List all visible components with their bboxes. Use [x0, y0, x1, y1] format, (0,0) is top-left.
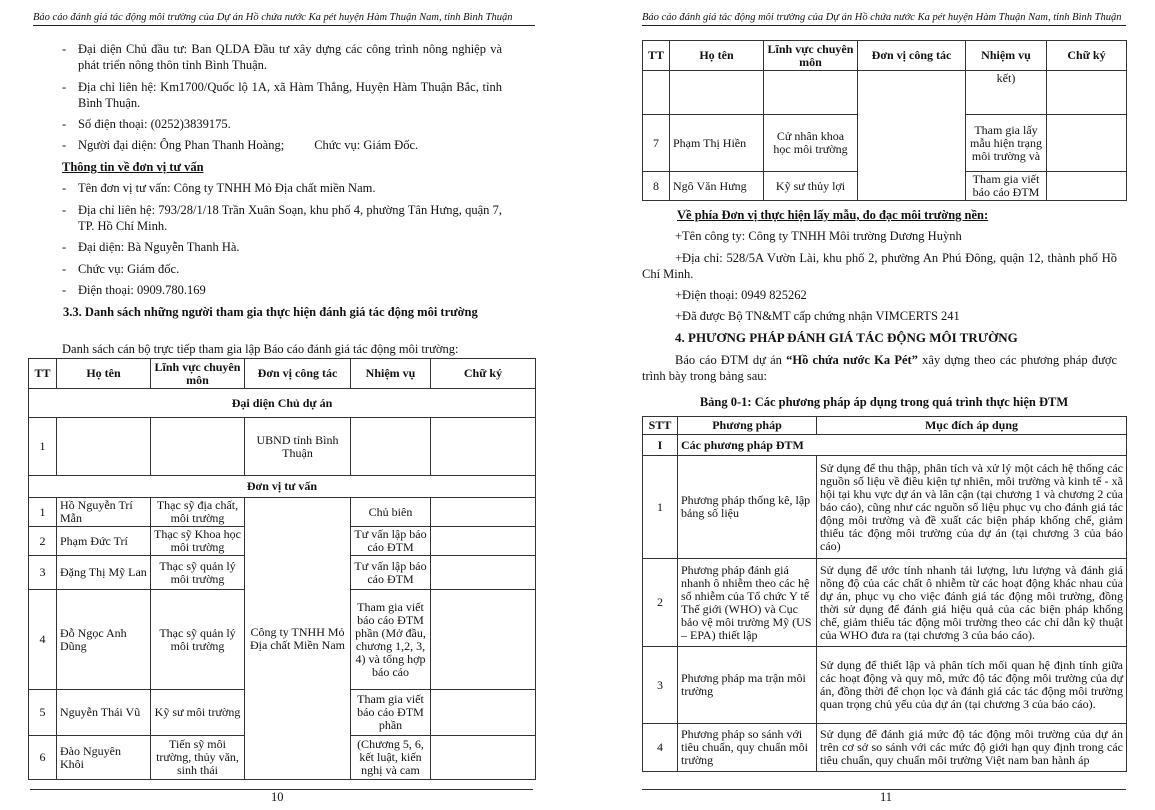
cell-field: Kỹ sư thủy lợi: [764, 172, 858, 201]
group-number: I: [643, 435, 678, 456]
owner-address: Địa chỉ liên hệ: Km1700/Quốc lộ 1A, xã Hàm Thắng, Huyện Hàm Thuận Bắc, tỉnh Bình Thuận.: [78, 80, 502, 110]
method-intro: [642, 352, 1117, 384]
project-name: “Hồ chứa nước Ka Pét”: [786, 353, 918, 367]
cell-purpose: Sử dụng để ước tính nhanh tải lượng, lưu lượng và đánh giá nồng độ của các chất ô nhiễm từ các hoạt động khác nhau của dự án, phục vụ cho việc đánh giá tác động môi trường, đồng thời sử dụng để đánh giá hiệu quả của các biện pháp khống chế, giảm thiểu tác động môi trường theo các chỉ dẫn kỹ thuật của WHO đưa ra (tại chương 3 của báo cáo).: [817, 559, 1127, 647]
cell-task: Tham gia viết báo cáo ĐTM phần: [351, 690, 431, 736]
participants-table-continued: [642, 40, 1127, 201]
cell-task: Tư vấn lập báo cáo ĐTM: [351, 527, 431, 556]
running-header: Báo cáo đánh giá tác động môi trường của Dự án Hồ chứa nước Ka pét huyện Hàm Thuận Nam, tỉnh Bình Thuận: [642, 12, 1126, 26]
section-heading: 4. PHƯƠNG PHÁP ĐÁNH GIÁ TÁC ĐỘNG MÔI TRƯỜNG: [675, 330, 1018, 345]
cell-tt: 7: [643, 115, 670, 172]
list-item: - Người đại diện: Ông Phan Thanh Hoàng; Chức vụ: Giám Đốc.: [62, 138, 419, 152]
cell-tt: 2: [29, 527, 57, 556]
col-header: Chữ ký: [431, 359, 536, 389]
col-header: Mục đích áp dụng: [817, 417, 1127, 435]
sampling-phone: +Điện thoại: 0949 825262: [675, 288, 807, 302]
group-row: Đơn vị tư vấn: [29, 476, 536, 498]
running-header: Báo cáo đánh giá tác động môi trường của Dự án Hồ chứa nước Ka pét huyện Hàm Thuận Nam, tỉnh Bình Thuận: [33, 12, 535, 26]
list-item: - Đại diện Chủ đầu tư: Ban QLDA Đầu tư xây dựng các công trình nông nghiệp và phát triển nông thôn tỉnh Bình Thuận.: [62, 42, 502, 72]
cell-tt: 3: [29, 556, 57, 590]
consultant-heading: Thông tin về đơn vị tư vấn: [62, 160, 204, 174]
cell-name: Đặng Thị Mỹ Lan: [57, 556, 151, 590]
table-row: [29, 418, 536, 476]
cell-purpose: Sử dụng để thu thập, phân tích và xử lý một cách hệ thống các nguồn số liệu về điều kiện tự nhiên, môi trường và kinh tế - xã hội tại khu vực dự án và lân cận (tại chương 1 và chương 2 của báo cáo), cũng như các nguồn số liệu phục vụ cho đánh giá tác động môi trường và đề xuất các biện pháp khống chế, giảm thiểu tác động môi trường của dự án (tại chương 3 của báo cáo): [817, 456, 1127, 559]
cell-unit: UBND tỉnh Bình Thuận: [245, 418, 351, 476]
col-header: STT: [643, 417, 678, 435]
table-row: [643, 456, 1127, 559]
col-header: Lĩnh vực chuyên môn: [764, 41, 858, 71]
list-item: - Địa chỉ liên hệ: 793/28/1/18 Trần Xuân Soạn, khu phố 4, phường Tân Hưng, quận 7, TP. Hồ Chí Minh.: [62, 203, 502, 233]
col-header: Nhiệm vụ: [351, 359, 431, 389]
cell-task: kết): [966, 71, 1047, 115]
cell-task: Tham gia viết báo cáo ĐTM phần (Mở đầu, chương 1,2, 3, 4) và tổng hợp báo cáo: [351, 590, 431, 690]
owner-position: Chức vụ: Giám Đốc.: [314, 138, 419, 152]
page-number: 10: [271, 790, 284, 804]
cell-task: Tham gia lấy mẫu hiện trạng môi trường và: [966, 115, 1047, 172]
cell-field: Tiến sỹ môi trường, thủy văn, sinh thái: [151, 736, 245, 780]
col-header: Lĩnh vực chuyên môn: [151, 359, 245, 389]
cell-task: Tư vấn lập báo cáo ĐTM: [351, 556, 431, 590]
list-item: - Đại diện: Bà Nguyễn Thanh Hà.: [62, 239, 502, 255]
table-row: [643, 724, 1127, 772]
col-header: Họ tên: [57, 359, 151, 389]
cell-name: Ngô Văn Hưng: [670, 172, 764, 201]
page-number: 11: [880, 790, 893, 804]
cell-task: Chủ biên: [351, 498, 431, 527]
consultant-representative: Đại diện: Bà Nguyễn Thanh Hà.: [78, 240, 240, 254]
table-row: [29, 498, 536, 527]
cell-name: Phạm Thị Hiền: [670, 115, 764, 172]
col-header: Chữ ký: [1047, 41, 1127, 71]
cell-method: Phương pháp đánh giá nhanh ô nhiễm theo các hệ số nhiễm của Tổ chức Y tế Thế giới (WHO) và Cục bảo vệ môi trường Mỹ (US – EPA) thiết lập: [678, 559, 817, 647]
consultant-name: Tên đơn vị tư vấn: Công ty TNHH Mỏ Địa chất miền Nam.: [78, 181, 376, 195]
page-left: [0, 0, 560, 810]
cell-name: Đỗ Ngọc Anh Dũng: [57, 590, 151, 690]
sampling-company: +Tên công ty: Công ty TNHH Môi trường Dương Huỳnh: [675, 229, 962, 243]
section-heading: 3.3. Danh sách những người tham gia thực hiện đánh giá tác động môi trường: [63, 305, 478, 319]
cell-tt: 4: [29, 590, 57, 690]
consultant-position: Chức vụ: Giám đốc.: [78, 262, 180, 276]
col-header: Phương pháp: [678, 417, 817, 435]
cell-method: Phương pháp so sánh với tiêu chuẩn, quy chuẩn môi trường: [678, 724, 817, 772]
cell-unit: Công ty TNHH Mỏ Địa chất Miền Nam: [245, 498, 351, 780]
col-header: Họ tên: [670, 41, 764, 71]
col-header: Đơn vị công tác: [245, 359, 351, 389]
cell-name: Phạm Đức Trí: [57, 527, 151, 556]
list-item: - Tên đơn vị tư vấn: Công ty TNHH Mỏ Địa chất miền Nam.: [62, 180, 502, 196]
sampling-address: +Địa chỉ: 528/5A Vườn Lài, khu phố 2, phường An Phú Đông, quận 12, thành phố Hồ Chí Minh.: [642, 251, 1117, 281]
methods-table: [642, 416, 1127, 772]
cell-stt: 2: [643, 559, 678, 647]
cell-purpose: Sử dụng để thiết lập và phân tích mối quan hệ định tính giữa các hoạt động và quy mô, mức độ tác động môi trường của dự án, đồng thời để chọn lọc và đánh giá các tác động môi trường quan trọng chủ yếu của dự án (tại chương 3 của báo cáo).: [817, 647, 1127, 724]
cell-tt: 5: [29, 690, 57, 736]
cell-task: Tham gia viết báo cáo ĐTM: [966, 172, 1047, 201]
col-header: Đơn vị công tác: [858, 41, 966, 71]
list-item: - Chức vụ: Giám đốc.: [62, 261, 502, 277]
intro-text: xây dựng theo các phương pháp được trình bày trong bảng sau:: [642, 353, 1117, 383]
col-header: TT: [643, 41, 670, 71]
col-header: Nhiệm vụ: [966, 41, 1047, 71]
participants-table: [28, 358, 536, 780]
table-caption: Bảng 0-1: Các phương pháp áp dụng trong quá trình thực hiện ĐTM: [699, 395, 1069, 409]
sampling-heading: Về phía Đơn vị thực hiện lấy mẫu, đo đạc môi trường nền:: [677, 208, 989, 222]
cell-purpose: Sử dụng để đánh giá mức độ tác động môi trường của dự án trên cơ sở so sánh với các mức độ giới hạn quy định trong các tiêu chuẩn, quy chuẩn môi trường Việt nam ban hành áp: [817, 724, 1127, 772]
cell-method: Phương pháp thống kê, lập bảng số liệu: [678, 456, 817, 559]
list-item: - Điện thoại: 0909.780.169: [62, 282, 502, 298]
page-right: [580, 0, 1155, 810]
cell-method: Phương pháp ma trận môi trường: [678, 647, 817, 724]
sampling-certificate: +Đã được Bộ TN&MT cấp chứng nhận VIMCERTS 241: [675, 309, 960, 323]
cell-field: Thạc sỹ địa chất, môi trường: [151, 498, 245, 527]
cell-stt: 4: [643, 724, 678, 772]
list-item: - Địa chỉ liên hệ: Km1700/Quốc lộ 1A, xã Hàm Thắng, Huyện Hàm Thuận Bắc, tỉnh Bình Thuận.: [62, 80, 502, 110]
consultant-phone: Điện thoại: 0909.780.169: [78, 283, 206, 297]
cell-tt: 1: [29, 418, 57, 476]
list-item: - Số điện thoại: (0252)3839175.: [62, 116, 502, 132]
owner-representative: Đại diện Chủ đầu tư: Ban QLDA Đầu tư xây dựng các công trình nông nghiệp và phát triển nông thôn tỉnh Bình Thuận.: [78, 42, 502, 72]
col-header: TT: [29, 359, 57, 389]
cell-name: Hồ Nguyễn Trí Mẫn: [57, 498, 151, 527]
list-intro: Danh sách cán bộ trực tiếp tham gia lập Báo cáo đánh giá tác động môi trường:: [62, 342, 459, 356]
cell-field: Thạc sỹ quản lý môi trường: [151, 556, 245, 590]
group-row: Đại diện Chủ dự án: [29, 389, 536, 418]
cell-stt: 3: [643, 647, 678, 724]
cell-stt: 1: [643, 456, 678, 559]
cell-field: Kỹ sư môi trường: [151, 690, 245, 736]
cell-field: Thạc sỹ Khoa học môi trường: [151, 527, 245, 556]
owner-person: Người đại diện: Ông Phan Thanh Hoàng;: [78, 138, 285, 152]
cell-tt: 6: [29, 736, 57, 780]
intro-text: Báo cáo ĐTM dự án: [675, 353, 787, 367]
group-label: Các phương pháp ĐTM: [678, 435, 1127, 456]
cell-tt: 1: [29, 498, 57, 527]
cell-task: (Chương 5, 6, kết luật, kiến nghị và cam: [351, 736, 431, 780]
owner-phone: Số điện thoại: (0252)3839175.: [78, 117, 231, 131]
table-row: [643, 71, 1127, 115]
table-row: [643, 559, 1127, 647]
cell-tt: 8: [643, 172, 670, 201]
cell-field: Cử nhân khoa học môi trường: [764, 115, 858, 172]
consultant-address: Địa chỉ liên hệ: 793/28/1/18 Trần Xuân Soạn, khu phố 4, phường Tân Hưng, quận 7, TP. Hồ Chí Minh.: [78, 203, 502, 233]
cell-name: Đào Nguyên Khôi: [57, 736, 151, 780]
cell-field: Thạc sỹ quản lý môi trường: [151, 590, 245, 690]
cell-name: Nguyễn Thái Vũ: [57, 690, 151, 736]
table-row: [643, 647, 1127, 724]
